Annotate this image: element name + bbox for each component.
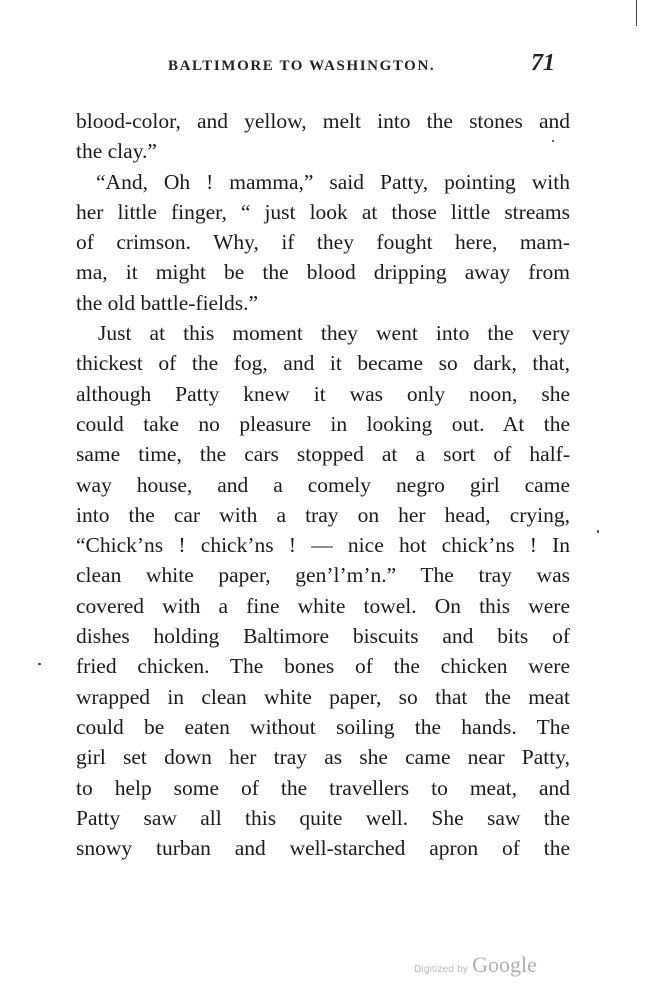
scan-speck xyxy=(38,663,41,665)
text-line: wrapped in clean white paper, so that the meat xyxy=(76,684,570,709)
text-line: to help some of the travellers to meat, and xyxy=(76,775,570,800)
text-line: her little finger, “ just look at those little streams xyxy=(76,199,570,224)
text-line: although Patty knew it was only noon, she xyxy=(76,381,570,406)
scan-speck xyxy=(552,140,554,142)
text-line: could take no pleasure in looking out. At the xyxy=(76,411,570,436)
scan-speck xyxy=(597,530,599,533)
text-line: covered with a fine white towel. On this were xyxy=(76,593,570,618)
text-line: fried chicken. The bones of the chicken were xyxy=(76,654,570,679)
running-header: BALTIMORE TO WASHINGTON. xyxy=(168,58,436,74)
page-number: 71 xyxy=(531,50,555,76)
text-line: “And, Oh ! mamma,” said Patty, pointing with xyxy=(96,169,570,194)
text-line: clean white paper, gen’l’m’n.” The tray was xyxy=(76,563,570,588)
scan-edge-mark xyxy=(636,0,637,26)
text-line: could be eaten without soiling the hands. The xyxy=(76,714,570,739)
text-line: dishes holding Baltimore biscuits and bits of xyxy=(76,624,570,649)
text-line: of crimson. Why, if they fought here, mam- xyxy=(76,230,570,255)
text-line: Patty saw all this quite well. She saw the xyxy=(76,805,570,830)
digitization-watermark xyxy=(414,952,537,978)
text-line: way house, and a comely negro girl came xyxy=(76,472,570,497)
text-line: the clay.” xyxy=(76,139,157,164)
google-logo: Google xyxy=(472,952,537,977)
watermark-prefix: Digitized by xyxy=(414,964,469,975)
text-line: snowy turban and well-starched apron of the xyxy=(76,836,570,861)
text-line: girl set down her tray as she came near Patty, xyxy=(76,745,570,770)
text-line: ma, it might be the blood dripping away from xyxy=(76,260,570,285)
text-line: “Chick’ns ! chick’ns ! — nice hot chick’ns ! In xyxy=(76,533,570,558)
text-line: Just at this moment they went into the very xyxy=(98,321,570,346)
body-text xyxy=(76,106,570,863)
text-line: same time, the cars stopped at a sort of half- xyxy=(76,442,570,467)
text-line: thickest of the fog, and it became so dark, that, xyxy=(76,351,570,376)
text-line: blood-color, and yellow, melt into the stones and xyxy=(76,109,570,133)
text-line: into the car with a tray on her head, crying, xyxy=(76,502,570,527)
text-line: the old battle-fields.” xyxy=(76,290,259,315)
